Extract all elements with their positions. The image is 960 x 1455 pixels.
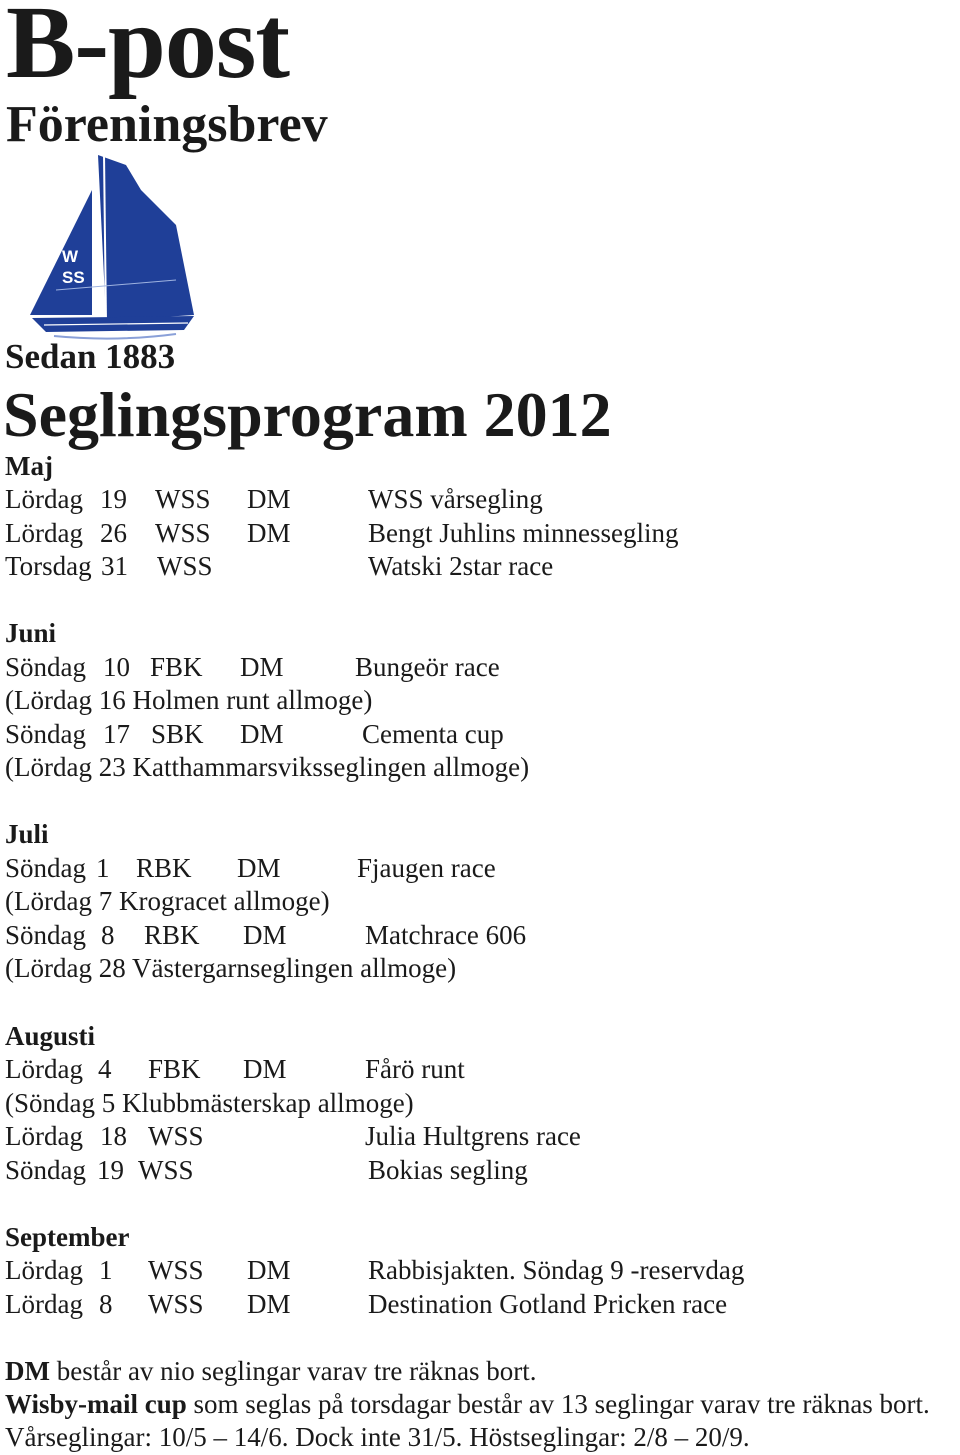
event-row-allmoge: (Söndag 5 Klubbmästerskap allmoge) xyxy=(5,1088,414,1118)
founded-since: Sedan 1883 xyxy=(5,337,176,376)
month-heading-augusti: Augusti xyxy=(5,1021,96,1051)
month-heading-juli: Juli xyxy=(5,819,49,849)
logo-text-w: W xyxy=(62,247,79,266)
newsletter-title: B-post xyxy=(6,0,289,100)
note-wisby-mail-cup: Wisby-mail cup som seglas på torsdagar består av 13 seglingar varav tre räknas bort. xyxy=(5,1389,930,1419)
event-row-allmoge: (Lördag 23 Katthammarsviksseglingen allmoge) xyxy=(5,752,530,782)
event-row-allmoge: (Lördag 16 Holmen runt allmoge) xyxy=(5,685,373,715)
program-title: Seglingsprogram 2012 xyxy=(3,379,612,450)
note-dates: Vårseglingar: 10/5 – 14/6. Dock inte 31/5. Höstseglingar: 2/8 – 20/9. xyxy=(5,1422,750,1452)
event-row-allmoge: (Lördag 7 Krogracet allmoge) xyxy=(5,886,330,916)
wss-sailboat-logo-icon xyxy=(26,150,201,345)
fore-sail xyxy=(30,190,92,315)
logo-text-ss: SS xyxy=(62,268,85,287)
month-heading-september: September xyxy=(5,1222,130,1252)
note-dm: DM består av nio seglingar varav tre räknas bort. xyxy=(5,1356,537,1386)
month-heading-maj: Maj xyxy=(5,451,53,481)
newsletter-subtitle: Föreningsbrev xyxy=(6,96,328,153)
main-sail xyxy=(98,155,194,320)
month-heading-juni: Juni xyxy=(5,618,57,648)
event-row-allmoge: (Lördag 28 Västergarnseglingen allmoge) xyxy=(5,953,457,983)
